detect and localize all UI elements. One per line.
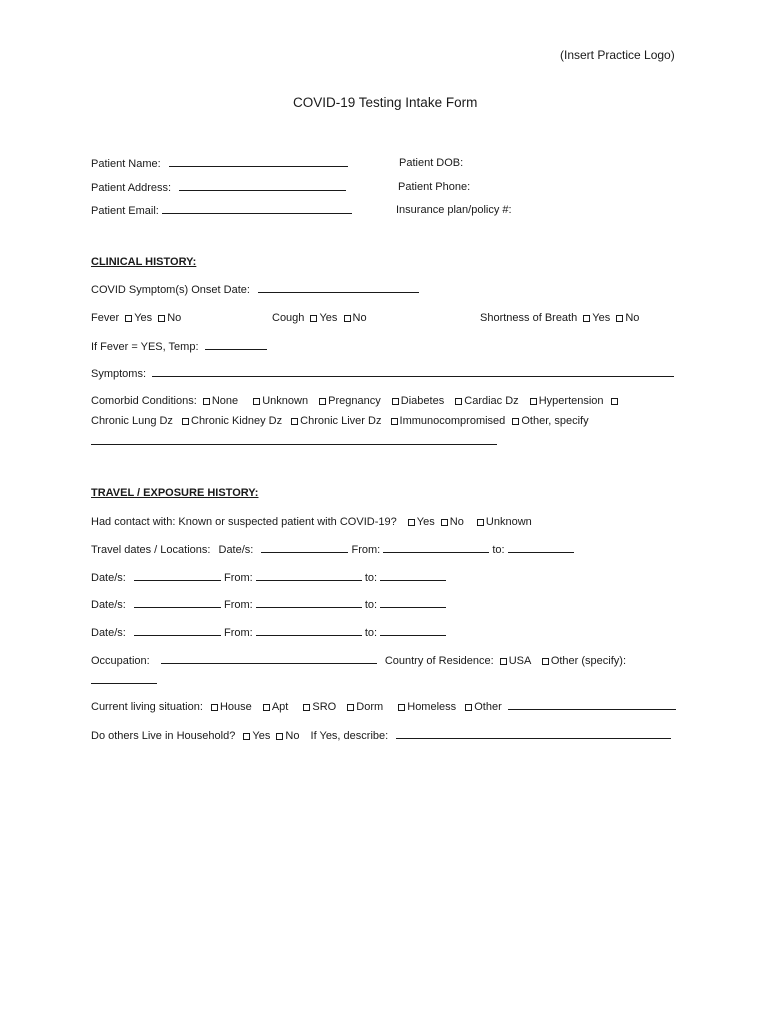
contact-no-checkbox[interactable]: [441, 519, 448, 526]
household-describe-field[interactable]: [396, 728, 671, 739]
cough-yes-label: Yes: [319, 312, 338, 324]
sob-no-checkbox[interactable]: [616, 315, 623, 322]
household-yes-checkbox[interactable]: [243, 733, 250, 740]
onset-date-label: COVID Symptom(s) Onset Date:: [91, 284, 250, 296]
fever-temp-field[interactable]: [205, 339, 267, 350]
comorbid-row-1: [91, 394, 620, 408]
living-sro-label: SRO: [312, 701, 337, 713]
condition-chronic-lung-checkbox[interactable]: [611, 398, 618, 405]
patient-name-field[interactable]: [169, 156, 348, 167]
logo-placeholder: (Insert Practice Logo): [560, 48, 675, 62]
condition-kidney-label: Chronic Kidney Dz: [191, 415, 283, 427]
comorbid-row-2: [91, 414, 589, 428]
fever-yes-label: Yes: [134, 312, 153, 324]
onset-date-row: [91, 282, 419, 297]
sob-no-label: No: [625, 312, 640, 324]
fever-label: Fever: [91, 312, 120, 324]
travel-row-1: [91, 542, 574, 557]
travel-from-field-2[interactable]: [256, 570, 362, 581]
household-label: Do others Live in Household?: [91, 730, 236, 742]
condition-diabetes-checkbox[interactable]: [392, 398, 399, 405]
travel-from-label-1: From:: [351, 544, 381, 556]
travel-from-label-2: From:: [223, 572, 253, 584]
travel-date-field-2[interactable]: [134, 570, 221, 581]
contact-unknown-checkbox[interactable]: [477, 519, 484, 526]
fever-temp-row: [91, 339, 267, 354]
fever-row: [91, 311, 181, 325]
travel-to-label-4: to:: [364, 627, 378, 639]
condition-pregnancy-label: Pregnancy: [328, 395, 381, 407]
symptoms-field[interactable]: [152, 366, 674, 377]
living-sro-checkbox[interactable]: [303, 704, 310, 711]
travel-date-field-1[interactable]: [261, 542, 348, 553]
comorbid-label: Comorbid Conditions:: [91, 395, 197, 407]
cough-row: [272, 311, 367, 325]
travel-from-label-3: From:: [223, 599, 253, 611]
condition-hypertension-label: Hypertension: [538, 395, 604, 407]
contact-row: [91, 515, 532, 529]
patient-address-label: Patient Address:: [91, 182, 172, 194]
contact-label: Had contact with: Known or suspected patient with COVID-19?: [91, 516, 397, 528]
condition-pregnancy-checkbox[interactable]: [319, 398, 326, 405]
condition-other-label: Other, specify: [521, 415, 589, 427]
condition-immuno-label: Immunocompromised: [399, 415, 506, 427]
travel-dates-label: Date/s:: [218, 544, 254, 556]
condition-none-label: None: [211, 395, 239, 407]
clinical-history-heading: CLINICAL HISTORY:: [91, 256, 197, 268]
travel-to-label-3: to:: [364, 599, 378, 611]
cough-label: Cough: [272, 312, 305, 324]
living-house-label: House: [219, 701, 252, 713]
condition-cardiac-label: Cardiac Dz: [464, 395, 519, 407]
patient-address-row: [91, 180, 346, 195]
living-house-checkbox[interactable]: [211, 704, 218, 711]
living-homeless-checkbox[interactable]: [398, 704, 405, 711]
travel-to-field-2[interactable]: [380, 570, 446, 581]
patient-name-row: [91, 156, 348, 171]
travel-to-field-1[interactable]: [508, 542, 574, 553]
sob-yes-label: Yes: [592, 312, 611, 324]
patient-email-field[interactable]: [162, 203, 352, 214]
page-title: COVID-19 Testing Intake Form: [293, 95, 478, 110]
country-usa-label: USA: [508, 655, 531, 667]
country-other-label: Other (specify):: [550, 655, 626, 667]
household-no-checkbox[interactable]: [276, 733, 283, 740]
living-other-field[interactable]: [508, 699, 676, 710]
travel-to-label-2: to:: [364, 572, 378, 584]
fever-temp-label: If Fever = YES, Temp:: [91, 341, 199, 353]
contact-yes-checkbox[interactable]: [408, 519, 415, 526]
travel-dates-label-2: Date/s:: [91, 572, 126, 584]
occupation-field[interactable]: [161, 653, 377, 664]
symptoms-row: [91, 366, 674, 381]
occupation-label: Occupation:: [91, 655, 150, 667]
travel-row-4: [91, 625, 446, 640]
condition-chronic-lung-label: Chronic Lung Dz: [91, 415, 173, 427]
patient-email-row: [91, 203, 352, 218]
travel-from-field-1[interactable]: [383, 542, 489, 553]
condition-kidney-checkbox[interactable]: [182, 418, 189, 425]
travel-row-3: [91, 597, 446, 612]
household-if-yes-label: If Yes, describe:: [310, 730, 389, 742]
living-row: [91, 699, 676, 714]
condition-hypertension-checkbox[interactable]: [530, 398, 537, 405]
condition-unknown-label: Unknown: [262, 395, 309, 407]
condition-liver-label: Chronic Liver Dz: [300, 415, 382, 427]
living-label: Current living situation:: [91, 701, 203, 713]
country-other-checkbox[interactable]: [542, 658, 549, 665]
living-homeless-label: Homeless: [407, 701, 457, 713]
country-label: Country of Residence:: [384, 655, 494, 667]
living-apt-label: Apt: [271, 701, 289, 713]
household-no-label: No: [285, 730, 300, 742]
onset-date-field[interactable]: [258, 282, 419, 293]
country-other-row: [91, 673, 157, 688]
contact-no-label: No: [449, 516, 464, 528]
patient-phone-label: Patient Phone:: [398, 181, 471, 193]
patient-address-field[interactable]: [179, 180, 346, 191]
travel-to-label-1: to:: [492, 544, 505, 556]
sob-row: [480, 311, 639, 325]
condition-immuno-checkbox[interactable]: [391, 418, 398, 425]
fever-yes-checkbox[interactable]: [125, 315, 132, 322]
patient-name-label: Patient Name:: [91, 158, 161, 170]
travel-from-field-4[interactable]: [256, 625, 362, 636]
living-other-checkbox[interactable]: [465, 704, 472, 711]
fever-no-label: No: [167, 312, 182, 324]
contact-yes-label: Yes: [416, 516, 435, 528]
cough-yes-checkbox[interactable]: [310, 315, 317, 322]
insurance-label: Insurance plan/policy #:: [396, 204, 512, 216]
condition-other-row: [91, 434, 497, 449]
household-row: [91, 728, 671, 743]
condition-other-field[interactable]: [91, 434, 497, 445]
condition-other-checkbox[interactable]: [512, 418, 519, 425]
travel-to-field-4[interactable]: [380, 625, 446, 636]
condition-cardiac-checkbox[interactable]: [455, 398, 462, 405]
symptoms-label: Symptoms:: [91, 368, 147, 380]
cough-no-label: No: [352, 312, 367, 324]
travel-dates-label-4: Date/s:: [91, 627, 126, 639]
sob-yes-checkbox[interactable]: [583, 315, 590, 322]
contact-unknown-label: Unknown: [485, 516, 532, 528]
living-dorm-label: Dorm: [356, 701, 384, 713]
travel-history-heading: TRAVEL / EXPOSURE HISTORY:: [91, 487, 259, 499]
patient-email-label: Patient Email:: [91, 205, 159, 217]
travel-dates-label-3: Date/s:: [91, 599, 126, 611]
travel-row-2: [91, 570, 446, 585]
fever-no-checkbox[interactable]: [158, 315, 165, 322]
living-dorm-checkbox[interactable]: [347, 704, 354, 711]
country-other-field[interactable]: [91, 673, 157, 684]
sob-label: Shortness of Breath: [480, 312, 578, 324]
occupation-row: [91, 653, 626, 668]
condition-diabetes-label: Diabetes: [400, 395, 445, 407]
cough-no-checkbox[interactable]: [344, 315, 351, 322]
travel-label: Travel dates / Locations:: [91, 544, 211, 556]
condition-none-checkbox[interactable]: [203, 398, 210, 405]
condition-unknown-checkbox[interactable]: [253, 398, 260, 405]
travel-date-field-3[interactable]: [134, 597, 221, 608]
travel-from-label-4: From:: [223, 627, 253, 639]
living-apt-checkbox[interactable]: [263, 704, 270, 711]
travel-from-field-3[interactable]: [256, 597, 362, 608]
travel-to-field-3[interactable]: [380, 597, 446, 608]
patient-dob-label: Patient DOB:: [399, 157, 464, 169]
household-yes-label: Yes: [252, 730, 271, 742]
country-usa-checkbox[interactable]: [500, 658, 507, 665]
living-other-label: Other: [474, 701, 502, 713]
condition-liver-checkbox[interactable]: [291, 418, 298, 425]
travel-date-field-4[interactable]: [134, 625, 221, 636]
